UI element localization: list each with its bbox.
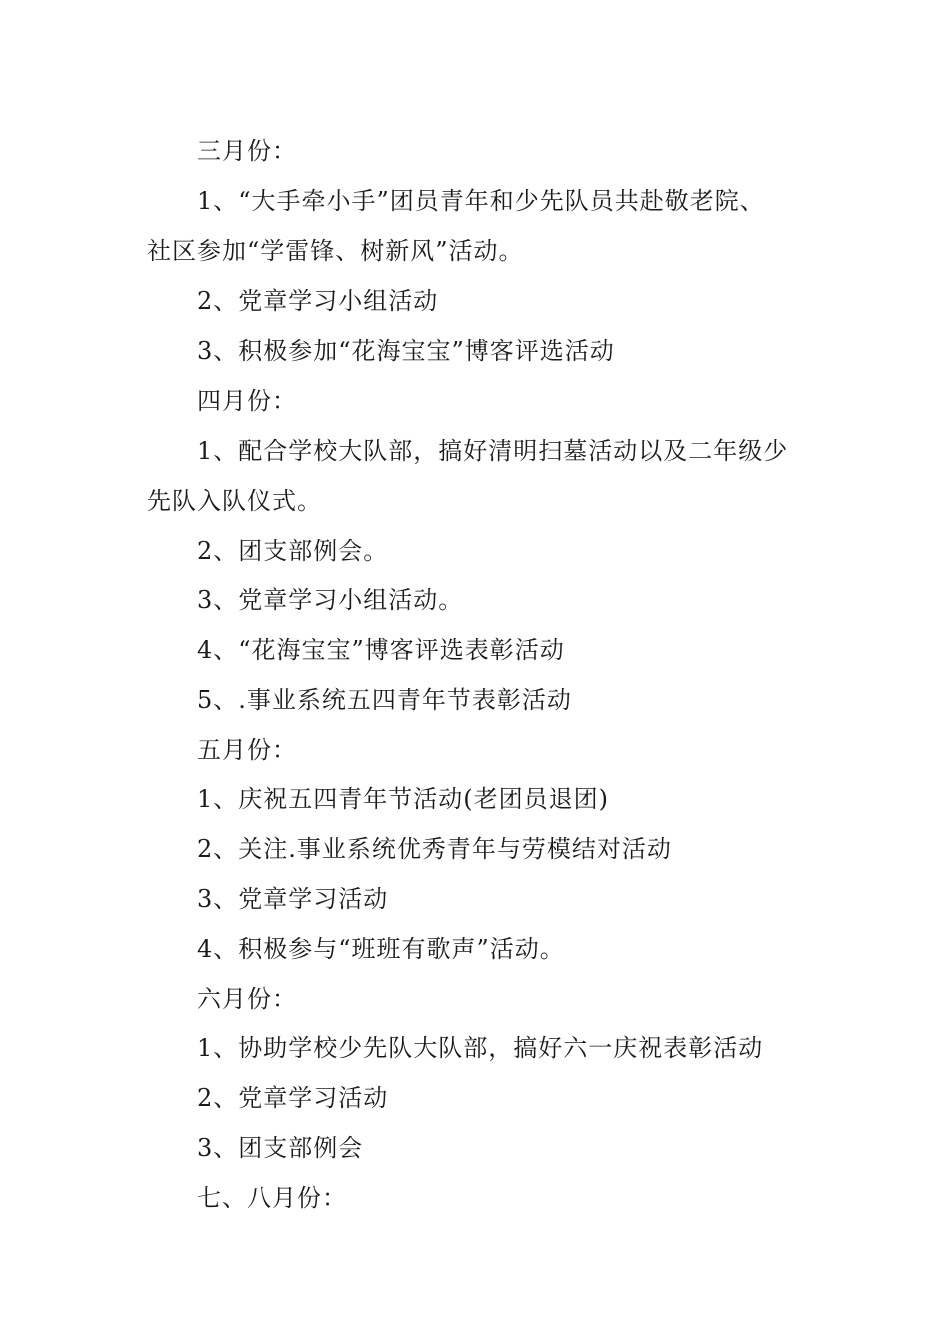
paragraph-line: 2、团支部例会。 [197,537,389,565]
paragraph-line: 3、党章学习活动 [197,885,389,913]
paragraph-line: 4、“花海宝宝”博客评选表彰活动 [197,636,565,664]
paragraph-line: 1、协助学校少先队大队部，搞好六一庆祝表彰活动 [197,1034,764,1062]
paragraph-line: 先队入队仪式。 [147,487,322,515]
paragraph-line: 1、“大手牵小手”团员青年和少先队员共赴敬老院、 [197,187,765,215]
paragraph-line: 1、配合学校大队部，搞好清明扫墓活动以及二年级少 [197,437,789,465]
heading-june: 六月份： [197,985,297,1013]
heading-march: 三月份： [197,137,297,165]
paragraph-line: 4、积极参与“班班有歌声”活动。 [197,935,565,963]
paragraph-line: 2、关注.事业系统优秀青年与劳模结对活动 [197,835,672,863]
paragraph-line: 3、团支部例会 [197,1134,364,1162]
heading-may: 五月份： [197,736,297,764]
paragraph-line: 5、.事业系统五四青年节表彰活动 [197,686,572,714]
paragraph-line: 社区参加“学雷锋、树新风”活动。 [147,237,524,265]
paragraph-line: 2、党章学习活动 [197,1084,389,1112]
paragraph-line: 1、庆祝五四青年节活动(老团员退团) [197,785,609,813]
paragraph-line: 2、党章学习小组活动 [197,287,439,315]
paragraph-line: 3、党章学习小组活动。 [197,586,464,614]
heading-april: 四月份： [197,387,297,415]
heading-july-august: 七、八月份： [197,1184,347,1212]
paragraph-line: 3、积极参加“花海宝宝”博客评选活动 [197,337,615,365]
